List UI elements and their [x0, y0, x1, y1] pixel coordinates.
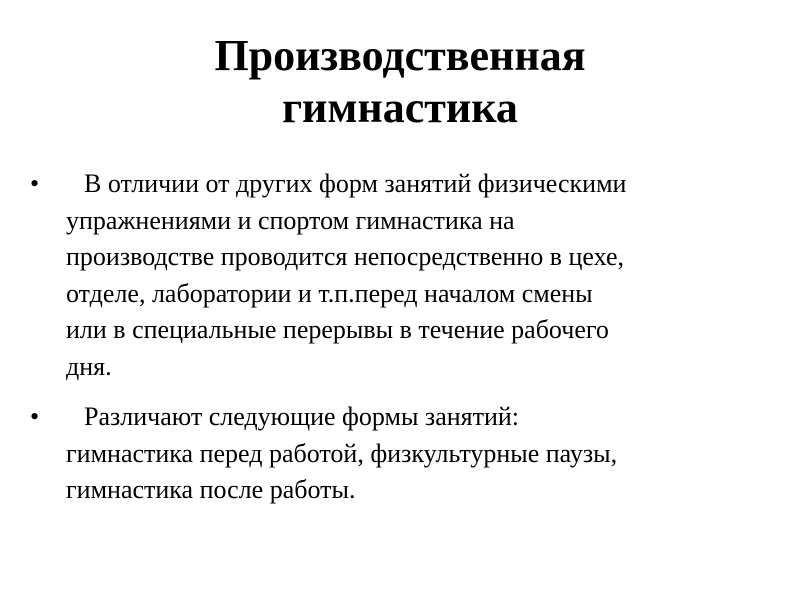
bullet-1-line-4: отделе, лаборатории и т.п.перед началом смены — [66, 278, 593, 308]
bullet-2-line-3: гимнастика после работы. — [66, 475, 356, 504]
title-line-2: гимнастика — [282, 83, 518, 132]
bullet-list — [30, 166, 750, 523]
bullet-1-line-6: дня. — [66, 351, 112, 381]
bullet-marker: • — [30, 402, 40, 431]
bullet-marker: • — [30, 169, 40, 198]
bullet-1-line-5: или в специальные перерывы в течение рабочего — [66, 315, 609, 344]
title-line-1: Производственная — [214, 31, 586, 80]
bullet-1-line-1: В отличии от других форм занятий физическими — [84, 169, 627, 198]
bullet-1-line-2: упражнениями и спортом гимнастика на — [66, 205, 515, 235]
bullet-item-1 — [30, 166, 750, 385]
bullet-2-line-2: гимнастика перед работой, физкультурные паузы, — [66, 438, 618, 468]
bullet-2-line-1: Различают следующие формы занятий: — [84, 402, 520, 431]
bullet-item-2 — [30, 399, 750, 509]
slide-title — [0, 30, 800, 134]
bullet-1-line-3: производстве проводится непосредственно в цехе, — [66, 242, 624, 271]
